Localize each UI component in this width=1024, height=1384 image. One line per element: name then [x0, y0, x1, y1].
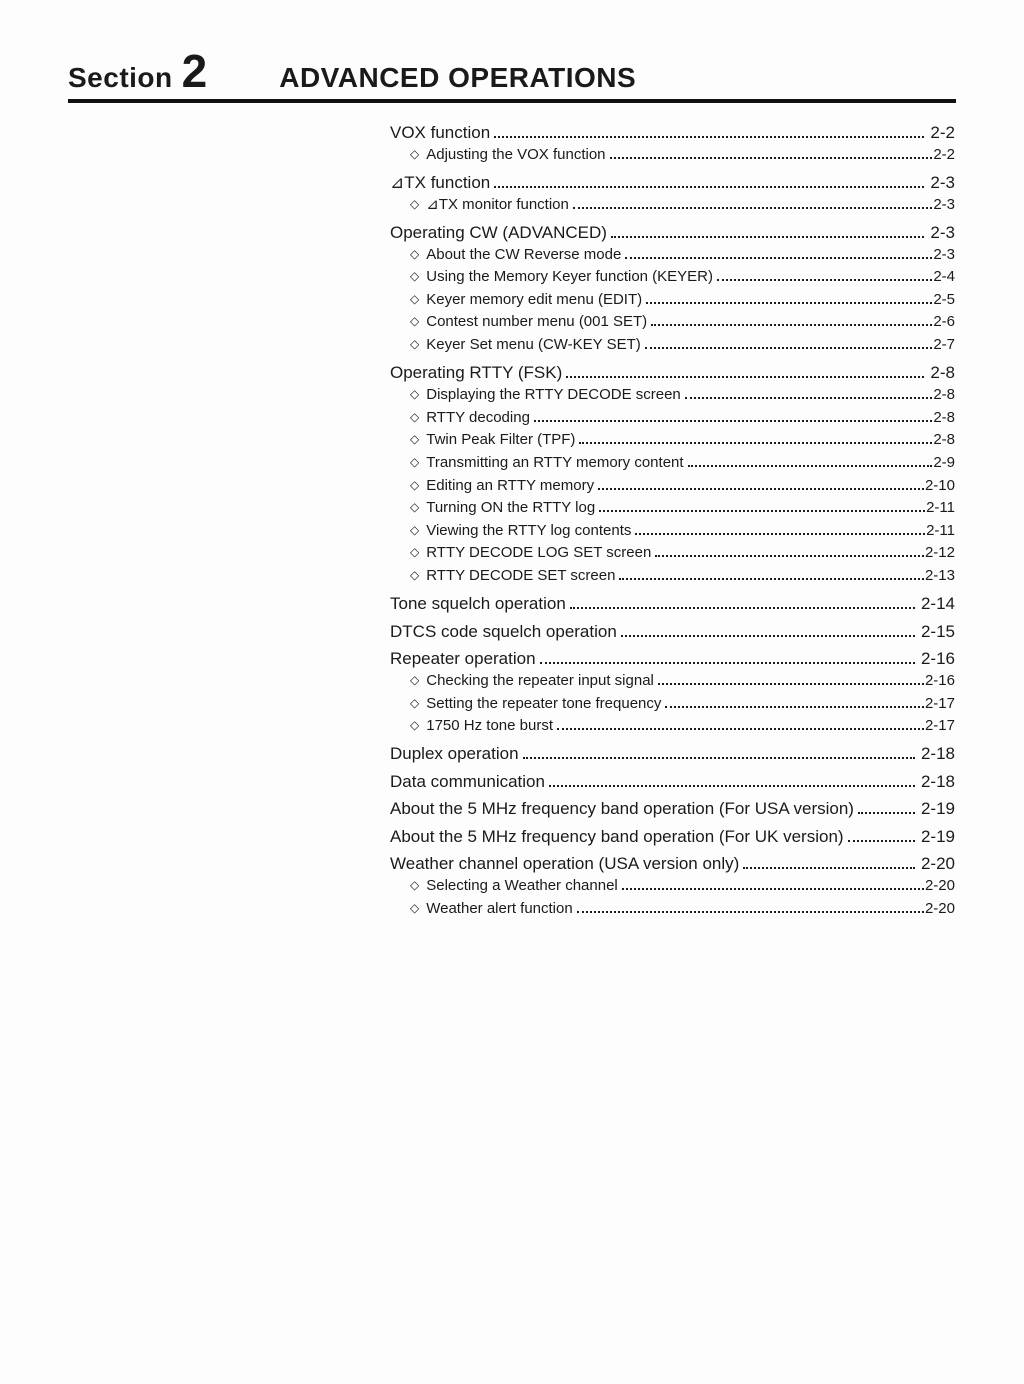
toc-entry[interactable]	[390, 122, 955, 144]
white-diamond-icon: ◇	[410, 718, 420, 733]
white-diamond-icon: ◇	[410, 878, 420, 893]
toc-entry[interactable]	[390, 289, 955, 312]
toc-entry-page: 2-17	[924, 717, 955, 735]
toc-leader-dots	[646, 302, 932, 304]
toc-entry[interactable]	[390, 407, 955, 430]
toc-entry-label: Turning ON the RTTY log	[426, 499, 596, 517]
toc-entry-page: 2-2	[930, 122, 955, 142]
toc-leader-dots	[651, 324, 932, 326]
toc-entry-page: 2-20	[924, 877, 955, 895]
white-diamond-icon: ◇	[410, 500, 420, 515]
toc-leader-dots	[658, 683, 924, 685]
toc-entry-label: Operating CW (ADVANCED)	[390, 222, 607, 242]
toc-entry-page: 2-15	[920, 621, 955, 641]
toc-entry[interactable]	[390, 648, 955, 670]
white-diamond-icon: ◇	[410, 146, 420, 161]
toc-entry-label: About the 5 MHz frequency band operation (For USA version)	[390, 799, 854, 819]
toc-entry[interactable]	[390, 144, 955, 167]
white-diamond-icon: ◇	[410, 522, 420, 537]
toc-entry-label: Setting the repeater tone frequency	[426, 694, 662, 712]
white-diamond-icon: ◇	[410, 314, 420, 329]
toc-entry-page: 2-18	[920, 771, 955, 791]
toc-entry[interactable]	[390, 475, 955, 498]
toc-entry[interactable]	[390, 384, 955, 407]
section-number: 2	[181, 45, 208, 97]
toc-entry-page: 2-20	[920, 854, 955, 874]
toc-entry[interactable]	[390, 853, 955, 875]
white-diamond-icon: ◇	[410, 454, 420, 469]
toc-leader-dots	[573, 207, 932, 209]
toc-entry-label: Displaying the RTTY DECODE screen	[426, 386, 681, 404]
toc-leader-dots	[598, 488, 924, 490]
white-diamond-icon: ◇	[410, 246, 420, 261]
toc-leader-dots	[610, 157, 933, 159]
toc-entry-page: 2-19	[920, 799, 955, 819]
toc-leader-dots	[688, 465, 933, 467]
toc-entry-label: Checking the repeater input signal	[426, 672, 654, 689]
toc-entry[interactable]	[390, 244, 955, 267]
toc-entry[interactable]	[390, 452, 955, 475]
toc-entry-page: 2-10	[924, 476, 955, 494]
toc-entry-page: 2-7	[933, 336, 955, 354]
toc-entry-label: About the 5 MHz frequency band operation (For UK version)	[390, 826, 844, 846]
toc-list	[390, 116, 955, 920]
toc-leader-dots	[635, 533, 925, 535]
section-header-text	[68, 45, 956, 97]
toc-leader-dots	[577, 911, 924, 913]
section-header	[68, 45, 956, 103]
toc-entry-label: Keyer memory edit menu (EDIT)	[426, 290, 643, 308]
toc-entry[interactable]	[390, 565, 955, 588]
toc-entry-label: 1750 Hz tone burst	[426, 717, 553, 735]
toc-entry-label: Selecting a Weather channel	[426, 877, 618, 895]
toc-entry-page: 2-9	[933, 453, 955, 471]
toc-leader-dots	[622, 888, 924, 890]
toc-entry-label: RTTY decoding	[426, 408, 530, 426]
white-diamond-icon: ◇	[410, 432, 420, 447]
toc-entry[interactable]	[390, 693, 955, 716]
toc-leader-dots	[717, 279, 932, 281]
white-diamond-icon: ◇	[410, 409, 420, 424]
toc-entry[interactable]	[390, 194, 955, 217]
white-diamond-icon: ◇	[410, 900, 420, 915]
toc-entry-label: Keyer Set menu (CW-KEY SET)	[426, 336, 641, 354]
toc-entry-page: 2-12	[924, 544, 955, 562]
toc-entry-label: Using the Memory Keyer function (KEYER)	[426, 268, 714, 286]
white-diamond-icon: ◇	[410, 673, 420, 687]
white-diamond-icon: ◇	[410, 269, 420, 284]
toc-entry-label: Data communication	[390, 771, 545, 791]
toc-leader-dots	[619, 578, 924, 580]
toc-entry[interactable]	[390, 898, 955, 921]
toc-entry-page: 2-3	[930, 222, 955, 242]
toc-leader-dots	[523, 757, 915, 759]
toc-leader-dots	[579, 442, 932, 444]
toc-entry-page: 2-13	[924, 566, 955, 584]
toc-entry-label: RTTY DECODE LOG SET screen	[426, 544, 652, 562]
toc-entry-page: 2-3	[930, 172, 955, 192]
toc-entry[interactable]	[390, 875, 955, 898]
toc-entry[interactable]	[390, 266, 955, 289]
toc-entry-page: 2-11	[926, 521, 955, 539]
toc-entry-label: Editing an RTTY memory	[426, 476, 595, 494]
toc-entry-page: 2-17	[924, 694, 955, 712]
toc-entry-page: 2-11	[926, 499, 955, 517]
toc-leader-dots	[534, 420, 932, 422]
toc-leader-dots	[858, 812, 915, 814]
toc-entry[interactable]	[390, 429, 955, 452]
toc-entry-label: About the CW Reverse mode	[426, 245, 622, 263]
toc-entry-label: Tone squelch operation	[390, 594, 566, 613]
toc-entry-label: ⊿TX function	[390, 172, 491, 192]
toc-entry[interactable]	[390, 520, 955, 543]
toc-entry[interactable]	[390, 172, 955, 194]
toc-entry-label: Weather channel operation (USA version only)	[390, 854, 740, 874]
toc-entry-label: Operating RTTY (FSK)	[390, 363, 563, 383]
white-diamond-icon: ◇	[410, 545, 420, 560]
toc-leader-dots	[625, 257, 932, 259]
toc-entry[interactable]	[390, 715, 955, 738]
toc-entry-page: 2-5	[933, 290, 955, 308]
toc-entry-page: 2-18	[920, 744, 955, 764]
toc-leader-dots	[557, 728, 924, 730]
white-diamond-icon: ◇	[410, 477, 420, 492]
white-diamond-icon: ◇	[410, 196, 420, 211]
toc-entry-page: 2-6	[933, 313, 955, 331]
white-diamond-icon: ◇	[410, 291, 420, 306]
toc-entry[interactable]	[390, 798, 955, 820]
toc-entry-label: Transmitting an RTTY memory content	[426, 453, 684, 471]
toc-entry-page: 2-8	[933, 386, 955, 404]
toc-entry-page: 2-14	[920, 594, 955, 613]
toc-entry-label: ⊿TX monitor function	[426, 195, 569, 213]
toc-entry-page: 2-3	[933, 195, 955, 213]
toc-entry[interactable]	[390, 497, 955, 520]
white-diamond-icon: ◇	[410, 337, 420, 352]
toc-entry-label: Weather alert function	[426, 899, 573, 917]
toc-entry[interactable]	[390, 593, 955, 615]
toc-entry-page: 2-4	[933, 268, 955, 286]
toc-entry-label: Twin Peak Filter (TPF)	[426, 431, 576, 449]
toc-entry-page: 2-8	[930, 363, 955, 383]
toc-entry-label: Viewing the RTTY log contents	[426, 521, 632, 539]
toc-entry-label: Adjusting the VOX function	[426, 145, 606, 163]
toc-entry-page: 2-8	[933, 408, 955, 426]
toc-leader-dots	[743, 867, 915, 869]
toc-entry-label: DTCS code squelch operation	[390, 621, 617, 641]
toc-leader-dots	[685, 397, 933, 399]
toc-entry-label: RTTY DECODE SET screen	[426, 566, 616, 584]
toc-leader-dots	[549, 785, 915, 787]
white-diamond-icon: ◇	[410, 567, 420, 582]
toc-entry-page: 2-19	[920, 826, 955, 846]
toc-leader-dots	[611, 236, 924, 238]
white-diamond-icon: ◇	[410, 387, 420, 402]
toc-entry[interactable]	[390, 542, 955, 565]
toc-leader-dots	[494, 186, 924, 188]
toc-leader-dots	[621, 635, 915, 637]
toc-entry[interactable]	[390, 311, 955, 334]
toc-leader-dots	[848, 840, 915, 842]
toc-entry-label: VOX function	[390, 122, 491, 142]
toc-entry[interactable]	[390, 621, 955, 643]
toc-leader-dots	[566, 376, 924, 378]
toc-leader-dots	[645, 347, 933, 349]
toc-entry-page: 2-8	[933, 431, 955, 449]
toc-leader-dots	[540, 662, 915, 664]
toc-leader-dots	[494, 136, 924, 138]
header-divider	[68, 99, 956, 103]
toc-entry-page: 2-2	[933, 145, 955, 163]
toc-leader-dots	[665, 706, 924, 708]
toc-entry[interactable]	[390, 743, 955, 765]
toc-entry[interactable]	[390, 362, 955, 384]
toc-entry-page: 2-16	[924, 672, 955, 689]
toc-entry[interactable]	[390, 334, 955, 357]
toc-entry[interactable]	[390, 222, 955, 244]
section-label: Section	[68, 62, 173, 93]
toc-entry[interactable]	[390, 826, 955, 848]
white-diamond-icon: ◇	[410, 695, 420, 710]
toc-entry[interactable]	[390, 771, 955, 793]
toc-entry-label: Contest number menu (001 SET)	[426, 313, 648, 331]
toc-leader-dots	[655, 555, 924, 557]
toc-leader-dots	[599, 510, 925, 512]
toc-entry-label: Repeater operation	[390, 649, 536, 668]
toc-entry-page: 2-3	[933, 245, 955, 263]
toc-entry-page: 2-16	[920, 649, 955, 668]
toc-entry-page: 2-20	[924, 899, 955, 917]
page-title: ADVANCED OPERATIONS	[279, 62, 637, 93]
toc-entry-label: Duplex operation	[390, 744, 519, 764]
toc-leader-dots	[570, 607, 915, 609]
toc-entry[interactable]	[390, 670, 955, 693]
